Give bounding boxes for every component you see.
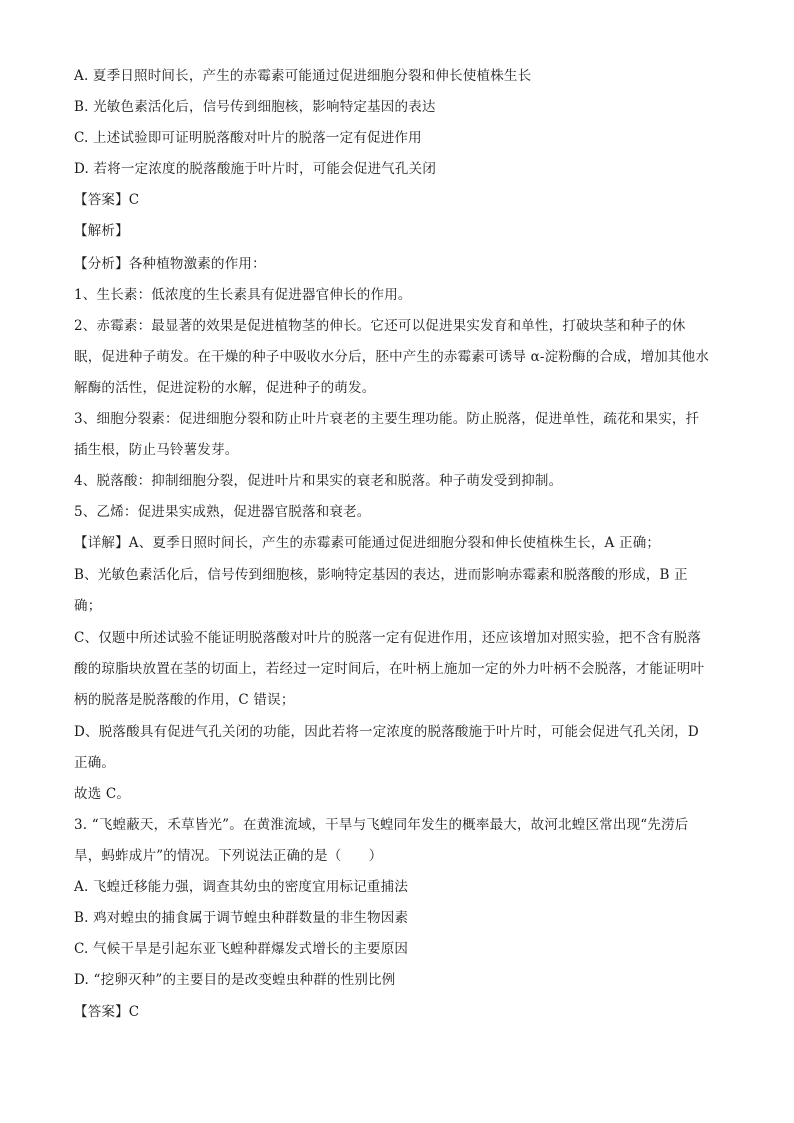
paragraph-line: 插生根，防止马铃薯发芽。: [74, 442, 239, 458]
detail-line: 正确。: [74, 755, 116, 771]
detail-line: 确；: [74, 598, 102, 614]
question-3-stem: 旱，蚂蚱成片”的情况。下列说法正确的是（ ）: [74, 848, 383, 864]
q3-option-d: D. “挖卵灭种”的主要目的是改变蝗虫种群的性别比例: [74, 972, 396, 988]
conclusion-line: 故选 C。: [74, 786, 131, 802]
detail-line: B、光敏色素活化后，信号传到细胞核，影响特定基因的表达，进而影响赤霉素和脱落酸的形成，B 正: [74, 567, 688, 583]
paragraph-line: 解酶的活性，促进淀粉的水解，促进种子的萌发。: [74, 380, 376, 396]
paragraph-line: 4、脱落酸：抑制细胞分裂，促进叶片和果实的衰老和脱落。种子萌发受到抑制。: [74, 473, 563, 489]
detail-line: D、脱落酸具有促进气孔关闭的功能，因此若将一定浓度的脱落酸施于叶片时，可能会促进气孔关闭，D: [74, 724, 699, 740]
analysis-intro: 【分析】各种植物激素的作用：: [74, 256, 266, 272]
paragraph-line: 3、细胞分裂素：促进细胞分裂和防止叶片衰老的主要生理功能。防止脱落，促进单性，疏花和果实，扦: [74, 411, 700, 427]
paragraph-line: 5、乙烯：促进果实成熟，促进器官脱落和衰老。: [74, 504, 371, 520]
detail-line: 酸的琼脂块放置在茎的切面上，若经过一定时间后，在叶柄上施加一定的外力叶柄不会脱落，才能证明叶: [74, 661, 705, 677]
q3-answer-label: 【答案】C: [74, 1004, 140, 1020]
q3-option-c: C. 气候干旱是引起东亚飞蝗种群爆发式增长的主要原因: [74, 941, 409, 957]
option-d: D. 若将一定浓度的脱落酸施于叶片时，可能会促进气孔关闭: [74, 161, 437, 177]
analysis-heading: 【解析】: [74, 223, 129, 239]
option-c: C. 上述试验即可证明脱落酸对叶片的脱落一定有促进作用: [74, 130, 422, 146]
option-a: A. 夏季日照时间长，产生的赤霉素可能通过促进细胞分裂和伸长使植株生长: [74, 68, 532, 84]
question-3-stem: 3. “飞蝗蔽天，禾草皆光”。在黄淮流域，干旱与飞蝗同年发生的概率最大，故河北蝗区常出现“先涝后: [74, 817, 689, 833]
detail-line: 柄的脱落是脱落酸的作用，C 错误；: [74, 692, 295, 708]
detail-line: 【详解】A、夏季日照时间长，产生的赤霉素可能通过促进细胞分裂和伸长使植株生长，A 正确；: [74, 535, 661, 551]
paragraph-line: 2、赤霉素：最显著的效果是促进植物茎的伸长。它还可以促进果实发育和单性，打破块茎和种子的休: [74, 318, 686, 334]
q3-option-a: A. 飞蝗迁移能力强，调查其幼虫的密度宜用标记重捕法: [74, 879, 409, 895]
q3-option-b: B. 鸡对蝗虫的捕食属于调节蝗虫种群数量的非生物因素: [74, 910, 409, 926]
answer-label: 【答案】C: [74, 192, 140, 208]
option-b: B. 光敏色素活化后，信号传到细胞核，影响特定基因的表达: [74, 99, 436, 115]
paragraph-line: 眠，促进种子萌发。在干燥的种子中吸收水分后，胚中产生的赤霉素可诱导 α-淀粉酶的合成，增加其他水: [74, 349, 710, 365]
paragraph-line: 1、生长素：低浓度的生长素具有促进器官伸长的作用。: [74, 287, 412, 303]
detail-line: C、仅题中所述试验不能证明脱落酸对叶片的脱落一定有促进作用，还应该增加对照实验，把不含有脱落: [74, 630, 702, 646]
